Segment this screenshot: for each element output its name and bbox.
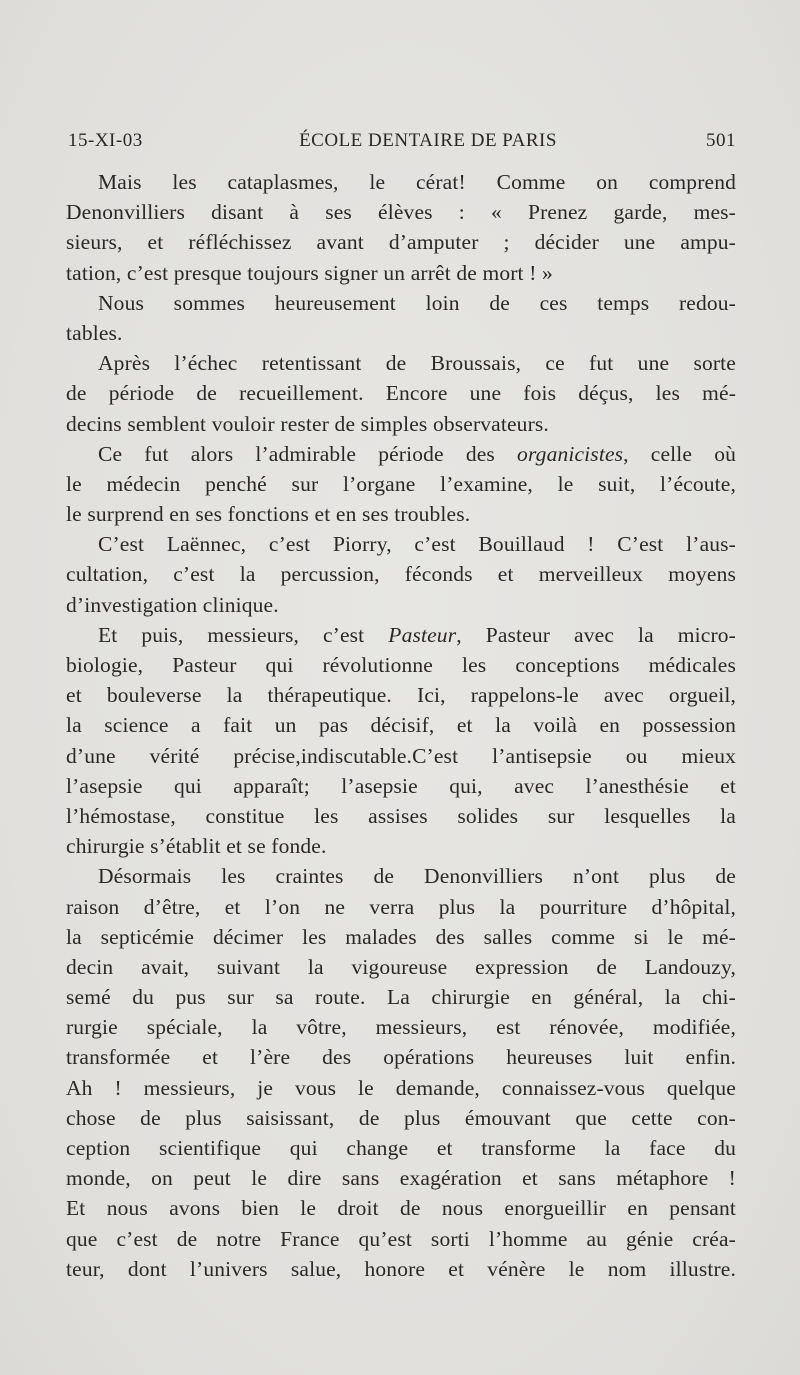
text-line: Mais les cataplasmes, le cérat! Comme on comprend [98,170,736,194]
text-line: biologie, Pasteur qui révolutionne les conceptions médicales [66,653,736,677]
text-line: de période de recueillement. Encore une fois déçus, les mé- [66,381,736,406]
italic-term: organicistes [517,441,624,466]
text-line: ception scientifique qui change et transforme la face du [66,1136,736,1160]
text-line: l’asepsie qui apparaît; l’asepsie qui, avec l’anesthésie et [66,773,736,798]
text-line: chirurgie s’établit et se fonde. [66,834,327,859]
text-line: d’investigation clinique. [66,592,279,617]
text-line: transformée et l’ère des opérations heureuses luit enfin. [66,1045,736,1070]
italic-term: Pasteur [388,622,457,647]
text-line: monde, on peut le dire sans exagération et sans métaphore ! [66,1166,736,1191]
text-line: Désormais les craintes de Denonvilliers n’ont plus de [98,864,736,889]
text-line: C’est Laënnec, c’est Piorry, c’est Bouillaud ! C’est l’aus- [98,532,736,557]
text-line: que c’est de notre France qu’est sorti l’homme au génie créa- [66,1226,736,1251]
text-line: chose de plus saisissant, de plus émouvant que cette con- [66,1105,736,1130]
text-line: decin avait, suivant la vigoureuse expression de Landouzy, [66,954,736,979]
text-line: le médecin penché sur l’organe l’examine, le suit, l’écoute, [66,471,736,496]
text-line: Et nous avons bien le droit de nous enorgueillir en pensant [66,1196,736,1221]
text-line: tation, c’est presque toujours signer un arrêt de mort ! » [66,260,553,285]
text-line: Nous sommes heureusement loin de ces temps redou- [98,290,736,315]
text-line [66,439,736,469]
header-title: ÉCOLE DENTAIRE DE PARIS [299,130,557,151]
text-line: Après l’échec retentissant de Broussais, ce fut une sorte [98,351,736,376]
text-line: teur, dont l’univers salue, honore et vénère le nom illustre. [66,1256,736,1281]
text-line: Ah ! messieurs, je vous le demande, connaissez-vous quelque [66,1075,736,1100]
text-segment: Ce fut alors l’admirable période des [98,441,518,466]
text-line: et bouleverse la thérapeutique. Ici, rappelons-le avec orgueil, [66,683,736,708]
text-line: le surprend en ses fonctions et en ses troubles. [66,502,471,527]
header-date: 15-XI-03 [68,130,143,151]
text-segment: , celle où [623,441,737,466]
text-line: decins semblent vouloir rester de simples observateurs. [66,411,549,436]
text-line [66,620,736,650]
text-line: l’hémostase, constitue les assises solides sur lesquelles la [66,803,736,828]
body-text [66,167,736,1284]
text-line: semé du pus sur sa route. La chirurgie en général, la chi- [66,985,736,1010]
text-line: raison d’être, et l’on ne verra plus la pourriture d’hôpital, [66,894,736,919]
text-segment: Et puis, messieurs, c’est [98,622,389,647]
text-line: cultation, c’est la percussion, féconds et merveilleux moyens [66,562,736,587]
text-line: d’une vérité précise,indiscutable.C’est l’antisepsie ou mieux [66,743,736,768]
text-line: la septicémie décimer les malades des salles comme si le mé- [66,924,736,949]
text-line: rurgie spéciale, la vôtre, messieurs, est rénovée, modifiée, [66,1015,736,1040]
page-number: 501 [706,130,736,151]
text-segment: , Pasteur avec la micro- [456,622,736,647]
text-line: la science a fait un pas décisif, et la voilà en possession [66,713,736,738]
text-line: Denonvilliers disant à ses élèves : « Prenez garde, mes- [66,200,736,225]
text-line: sieurs, et réfléchissez avant d’amputer ; décider une ampu- [66,230,736,255]
text-line: tables. [66,320,123,345]
running-header [68,130,736,160]
